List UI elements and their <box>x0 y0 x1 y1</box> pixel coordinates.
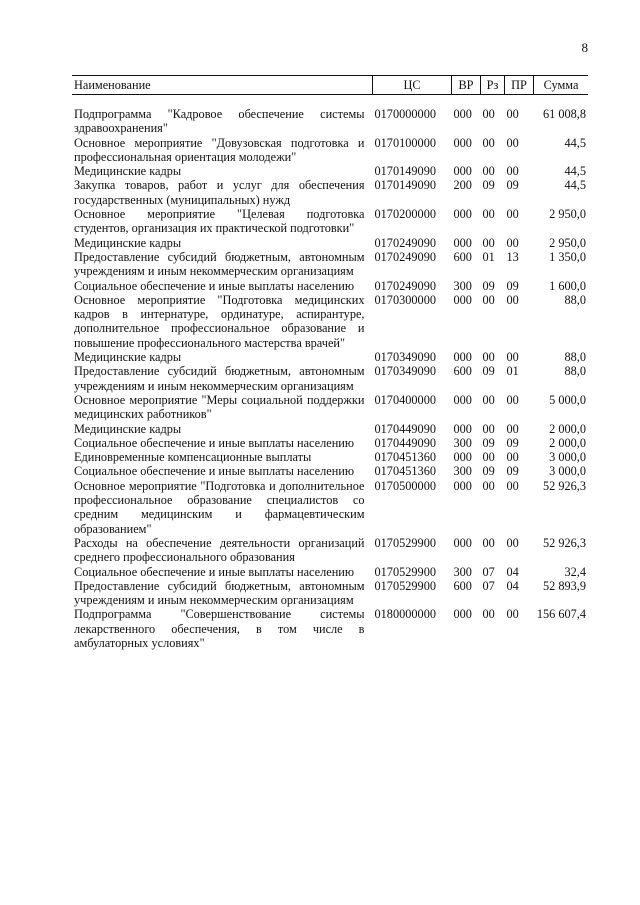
cell-rz: 01 <box>482 249 495 264</box>
budget-table <box>72 75 588 650</box>
cell-name: Медицинские кадры <box>74 421 182 436</box>
cell-rz: 00 <box>482 392 495 407</box>
cell-sum: 52 893,9 <box>542 578 586 593</box>
cell-rz: 00 <box>482 607 495 622</box>
cell-pr: 09 <box>506 178 519 193</box>
cell-pr: 13 <box>506 249 519 264</box>
cell-rz: 07 <box>482 564 495 579</box>
cell-sum: 2 000,0 <box>549 421 586 436</box>
cell-rz: 00 <box>482 235 495 250</box>
cell-vr: 000 <box>453 535 472 550</box>
table-header-row <box>72 76 588 95</box>
cell-vr: 000 <box>453 135 472 150</box>
cell-sum: 52 926,3 <box>542 478 586 493</box>
table-row <box>72 479 588 536</box>
cell-name: Предоставление субсидий бюджетным, автономным учреждениям и иным некоммерческим организациям <box>74 578 365 608</box>
table-row <box>72 565 588 579</box>
cell-rz: 00 <box>482 207 495 222</box>
cell-sum: 156 607,4 <box>536 607 586 622</box>
cell-pr: 00 <box>506 207 519 222</box>
cell-rz: 00 <box>482 535 495 550</box>
table-row <box>72 393 588 422</box>
cell-name: Медицинские кадры <box>74 350 182 365</box>
cell-rz: 09 <box>482 178 495 193</box>
cell-pr: 00 <box>506 107 519 121</box>
cell-cs: 0170149090 <box>374 164 436 179</box>
cell-pr: 09 <box>506 278 519 293</box>
cell-cs: 0170349090 <box>374 364 436 379</box>
cell-name: Социальное обеспечение и иные выплаты населению <box>74 564 355 579</box>
cell-pr: 04 <box>506 564 519 579</box>
cell-pr: 00 <box>506 421 519 436</box>
table-row <box>72 136 588 165</box>
cell-sum: 44,5 <box>564 164 586 179</box>
table-row <box>72 422 588 436</box>
cell-vr: 000 <box>453 607 472 622</box>
cell-cs: 0170449090 <box>374 421 436 436</box>
cell-cs: 0170529900 <box>374 535 436 550</box>
cell-sum: 44,5 <box>564 178 586 193</box>
cell-sum: 5 000,0 <box>549 392 586 407</box>
cell-cs: 0170400000 <box>374 392 436 407</box>
table-row <box>72 450 588 464</box>
page-number: 8 <box>581 40 588 55</box>
cell-rz: 00 <box>482 478 495 493</box>
cell-vr: 300 <box>453 435 472 450</box>
cell-vr: 000 <box>453 450 472 465</box>
cell-pr: 00 <box>506 478 519 493</box>
cell-vr: 600 <box>453 249 472 264</box>
cell-cs: 0170529900 <box>374 578 436 593</box>
cell-rz: 00 <box>482 292 495 307</box>
table-row <box>72 236 588 250</box>
cell-name: Социальное обеспечение и иные выплаты населению <box>74 278 355 293</box>
cell-sum: 88,0 <box>564 292 586 307</box>
cell-pr: 00 <box>506 292 519 307</box>
cell-sum: 2 950,0 <box>549 207 586 222</box>
cell-cs: 0170249090 <box>374 278 436 293</box>
cell-vr: 000 <box>453 350 472 365</box>
cell-rz: 09 <box>482 364 495 379</box>
cell-sum: 2 000,0 <box>549 435 586 450</box>
cell-cs: 0170451360 <box>374 464 436 479</box>
cell-rz: 07 <box>482 578 495 593</box>
cell-sum: 1 600,0 <box>549 278 586 293</box>
cell-rz: 00 <box>482 107 495 121</box>
cell-pr: 00 <box>506 535 519 550</box>
cell-pr: 00 <box>506 135 519 150</box>
cell-sum: 3 000,0 <box>549 450 586 465</box>
cell-pr: 09 <box>506 464 519 479</box>
cell-vr: 000 <box>453 107 472 121</box>
cell-vr: 300 <box>453 278 472 293</box>
cell-vr: 300 <box>453 564 472 579</box>
table-row <box>72 350 588 364</box>
cell-rz: 00 <box>482 135 495 150</box>
col-header-sum: Сумма <box>534 76 589 95</box>
cell-vr: 000 <box>453 235 472 250</box>
cell-rz: 09 <box>482 278 495 293</box>
cell-pr: 01 <box>506 364 519 379</box>
cell-sum: 88,0 <box>564 364 586 379</box>
col-header-pr: ПР <box>505 76 534 95</box>
cell-cs: 0170449090 <box>374 435 436 450</box>
col-header-name: Наименование <box>72 76 373 95</box>
table-row <box>72 250 588 279</box>
cell-sum: 61 008,8 <box>542 107 586 121</box>
col-header-rz: Рз <box>481 76 505 95</box>
cell-name: Медицинские кадры <box>74 164 182 179</box>
cell-cs: 0170451360 <box>374 450 436 465</box>
cell-vr: 000 <box>453 392 472 407</box>
table-row <box>72 207 588 236</box>
table-row <box>72 293 588 350</box>
table-row <box>72 536 588 565</box>
cell-name: Подпрограмма "Кадровое обеспечение системы здравоохранения" <box>74 107 365 136</box>
cell-name: Основное мероприятие "Подготовка медицинских кадров в интернатуре, ординатуре, аспирантуре, дополнительное профессиональное образование и повышение профессионального мастерства врачей" <box>74 292 365 350</box>
table-row <box>72 279 588 293</box>
cell-cs: 0170149090 <box>374 178 436 193</box>
cell-rz: 00 <box>482 450 495 465</box>
cell-vr: 000 <box>453 164 472 179</box>
cell-name: Основное мероприятие "Довузовская подготовка и профессиональная ориентация молодежи" <box>74 135 365 164</box>
cell-name: Социальное обеспечение и иные выплаты населению <box>74 464 355 479</box>
cell-sum: 44,5 <box>564 135 586 150</box>
cell-cs: 0170249090 <box>374 249 436 264</box>
cell-sum: 88,0 <box>564 350 586 365</box>
cell-rz: 00 <box>482 350 495 365</box>
cell-cs: 0180000000 <box>374 607 436 622</box>
cell-vr: 600 <box>453 578 472 593</box>
cell-pr: 04 <box>506 578 519 593</box>
table-row <box>72 436 588 450</box>
col-header-vr: ВР <box>452 76 481 95</box>
cell-sum: 32,4 <box>564 564 586 579</box>
cell-pr: 00 <box>506 450 519 465</box>
cell-pr: 00 <box>506 350 519 365</box>
cell-rz: 00 <box>482 421 495 436</box>
cell-rz: 09 <box>482 464 495 479</box>
cell-pr: 00 <box>506 235 519 250</box>
col-header-cs: ЦС <box>373 76 452 95</box>
cell-vr: 300 <box>453 464 472 479</box>
cell-name: Социальное обеспечение и иные выплаты населению <box>74 435 355 450</box>
cell-pr: 00 <box>506 607 519 622</box>
table-row <box>72 178 588 207</box>
cell-name: Подпрограмма "Совершенствование системы лекарственного обеспечения, в том числе в амбулаторных условиях" <box>74 607 365 650</box>
cell-cs: 0170249090 <box>374 235 436 250</box>
table-row <box>72 364 588 393</box>
cell-rz: 00 <box>482 164 495 179</box>
cell-vr: 000 <box>453 478 472 493</box>
cell-name: Расходы на обеспечение деятельности организаций среднего профессионального образования <box>74 535 365 565</box>
table-row <box>72 95 588 136</box>
cell-pr: 00 <box>506 164 519 179</box>
cell-cs: 0170529900 <box>374 564 436 579</box>
cell-cs: 0170349090 <box>374 350 436 365</box>
cell-vr: 200 <box>453 178 472 193</box>
cell-cs: 0170200000 <box>374 207 436 222</box>
cell-name: Основное мероприятие "Подготовка и дополнительное профессиональное образование специалистов со средним медицинским и фармацевтическим образованием" <box>74 478 365 536</box>
table-row <box>72 164 588 178</box>
cell-rz: 09 <box>482 435 495 450</box>
cell-cs: 0170000000 <box>374 107 436 121</box>
cell-name: Медицинские кадры <box>74 235 182 250</box>
table-row <box>72 579 588 608</box>
cell-cs: 0170100000 <box>374 135 436 150</box>
cell-vr: 000 <box>453 207 472 222</box>
cell-name: Закупка товаров, работ и услуг для обеспечения государственных (муниципальных) нужд <box>74 178 365 207</box>
cell-cs: 0170300000 <box>374 292 436 307</box>
cell-name: Предоставление субсидий бюджетным, автономным учреждениям и иным некоммерческим организациям <box>74 249 365 279</box>
cell-sum: 3 000,0 <box>549 464 586 479</box>
cell-name: Основное мероприятие "Целевая подготовка студентов, организация их практической подготовки" <box>74 207 365 236</box>
cell-sum: 1 350,0 <box>549 249 586 264</box>
cell-name: Основное мероприятие "Меры социальной поддержки медицинских работников" <box>74 392 365 422</box>
table-row <box>72 607 588 650</box>
table-row <box>72 464 588 478</box>
cell-pr: 09 <box>506 435 519 450</box>
cell-sum: 52 926,3 <box>542 535 586 550</box>
cell-pr: 00 <box>506 392 519 407</box>
cell-vr: 600 <box>453 364 472 379</box>
cell-cs: 0170500000 <box>374 478 436 493</box>
cell-name: Предоставление субсидий бюджетным, автономным учреждениям и иным некоммерческим организациям <box>74 364 365 393</box>
table-body <box>72 95 588 651</box>
cell-vr: 000 <box>453 421 472 436</box>
cell-name: Единовременные компенсационные выплаты <box>74 450 312 465</box>
cell-vr: 000 <box>453 292 472 307</box>
cell-sum: 2 950,0 <box>549 235 586 250</box>
